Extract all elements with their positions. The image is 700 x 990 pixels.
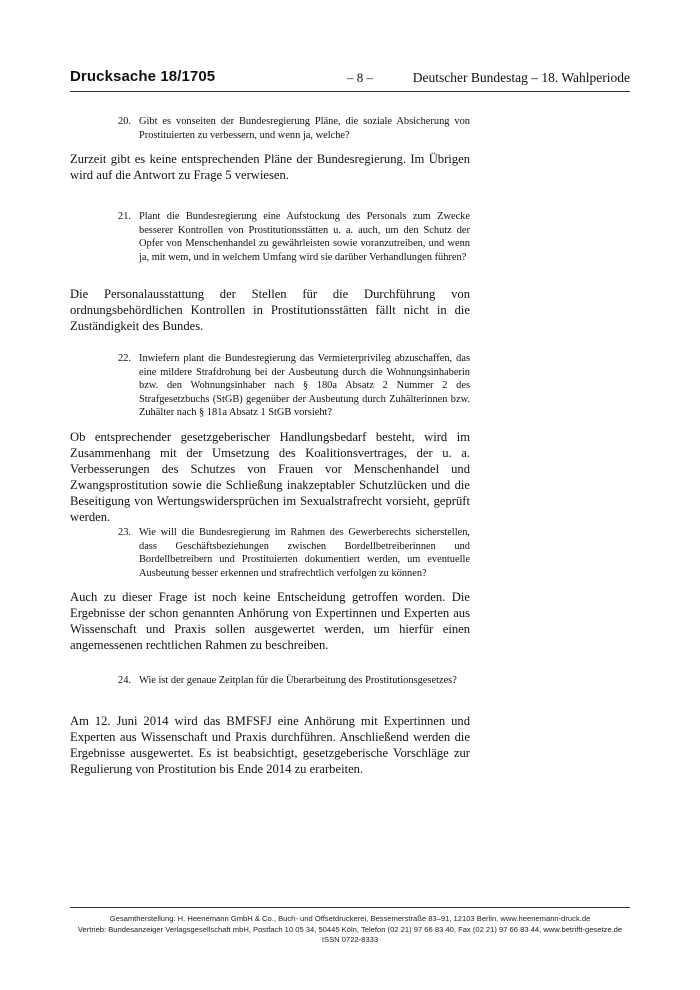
page-header [70, 68, 630, 90]
page-footer [40, 914, 660, 946]
question-24 [118, 674, 470, 688]
question-number: 22. [118, 353, 131, 364]
question-number: 20. [118, 116, 131, 127]
footer-issn: ISSN 0722-8333 [321, 935, 379, 944]
question-text: Inwiefern plant die Bundesregierung das Vermieterprivileg abzuschaffen, das eine mildere Strafdrohung bei der Ausbeutung durch die Wohnungsinhaberin bzw. den Wohnungsinhaber nach § 180a Absatz 2 Nummer 2 des Strafgesetzbuchs (StGB) gegenüber der Ausbeutung durch Zuhälterinnen bzw. Zuhälter nach § 181a Absatz 1 StGB vorsieht? [139, 353, 470, 419]
answer-24: Am 12. Juni 2014 wird das BMFSFJ eine Anhörung mit Expertinnen und Experten aus Wissenschaft und Praxis durchführen. Anschließend werden die Ergebnisse ausgewertet. Es ist beabsichtigt, gesetzgeberische Vorschläge zur Regulierung von Prostitution bis Ende 2014 zu erarbeiten. [70, 714, 470, 777]
answer-20: Zurzeit gibt es keine entsprechenden Pläne der Bundesregierung. Im Übrigen wird auf die Antwort zu Frage 5 verwiesen. [70, 152, 470, 183]
footer-printer: Gesamtherstellung: H. Heenemann GmbH & Co., Buch- und Offsetdruckerei, Bessemerstraße 83–91, 12103 Berlin, www.heenemann-druck.de [109, 914, 591, 923]
document-label: Drucksache 18/ [70, 68, 182, 85]
answer-23: Auch zu dieser Frage ist noch keine Entscheidung getroffen worden. Die Ergebnisse der schon genannten Anhörung von Expertinnen und Experten aus Wissenschaft und Praxis sollen ausgewertet werden, um hierfür einen angemessenen rechtlichen Rahmen zu beschreiben. [70, 590, 470, 653]
question-number: 23. [118, 527, 131, 538]
footer-divider [70, 907, 630, 908]
answer-22: Ob entsprechender gesetzgeberischer Handlungsbedarf besteht, wird im Zusammenhang mit der Umsetzung des Koalitionsvertrages, der u. a. Verbesserungen des Schutzes von Frauen vor Menschenhandel und Zwangsprostitution sowie die Schließung inakzeptabler Schutzlücken und die Beseitigung von Wertungswidersprüchen im Sexualstrafrecht vorsieht, geprüft werden. [70, 430, 470, 525]
question-text: Wie ist der genaue Zeitplan für die Überarbeitung des Prostitutionsgesetzes? [139, 675, 457, 686]
question-23 [118, 526, 470, 580]
document-number-value: 1705 [181, 68, 216, 85]
question-22 [118, 352, 470, 420]
question-number: 21. [118, 211, 131, 222]
footer-distributor: Vertrieb: Bundesanzeiger Verlagsgesellschaft mbH, Postfach 10 05 34, 50445 Köln, Telefon (02 21) 97 66 83 40, Fax (02 21) 97 66 83 44, www.betrifft-gesetze.de [77, 924, 623, 934]
question-number: 24. [118, 675, 131, 686]
header-divider [70, 91, 630, 92]
question-text: Wie will die Bundesregierung im Rahmen des Gewerberechts sicherstellen, dass Geschäftsbeziehungen zwischen Bordellbetreiberinnen und Bordellbetreibern und Prostituierten dokumentiert werden, um eventuelle Ausbeutung besser erkennen und strafrechtlich verfolgen zu können? [139, 527, 470, 579]
question-20 [118, 115, 470, 142]
page-number: – 8 – [347, 70, 373, 85]
question-21 [118, 210, 470, 264]
publisher-label: Deutscher Bundestag – 18. Wahlperiode [412, 70, 630, 85]
question-text: Plant die Bundesregierung eine Aufstockung des Personals zum Zwecke besserer Kontrollen von Prostitutionsstätten u. a. auch, um den Schutz der Opfer von Menschenhandel zu gewährleisten sowie voranzutreiben, und wenn ja, mit wem, und in welchem Umfang wird sie darüber Verhandlungen führen? [139, 211, 470, 263]
answer-21: Die Personalausstattung der Stellen für die Durchführung von ordnungsbehördlichen Kontrollen in Prostitutionsstätten fällt nicht in die Zuständigkeit des Bundes. [70, 287, 470, 334]
question-text: Gibt es vonseiten der Bundesregierung Pläne, die soziale Absicherung von Prostituierten zu verbessern, und wenn ja, welche? [139, 116, 470, 141]
